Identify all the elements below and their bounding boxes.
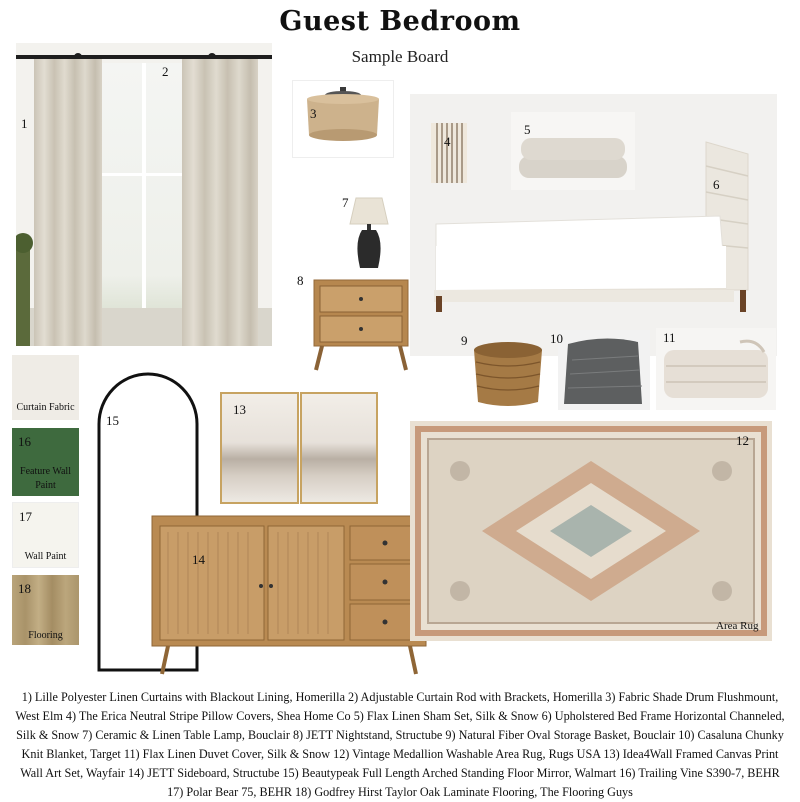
curtain-fabric-label: Curtain Fabric [16, 402, 75, 413]
item-number-3: 3 [310, 106, 317, 121]
item-number-1: 1 [21, 116, 28, 131]
area-rug-label: Area Rug [716, 620, 759, 632]
item-number-4: 4 [444, 134, 451, 149]
item-number-14: 14 [192, 552, 205, 567]
item-number-8: 8 [297, 273, 304, 288]
sources-caption: 1) Lille Polyester Linen Curtains with Blackout Lining, Homerilla 2) Adjustable Curtain Rod with Brackets, Homerilla 3) Fabric Shade Drum Flushmount, West Elm 4) The Erica Neutral Stripe Pillow Covers, Shea Home Co 5) Flax Linen Sham Set, Silk & Snow 6) Upholstered Bed Frame Horizontal Channeled, Silk & Snow 7) Ceramic & Linen Table Lamp, Bouclair 8) JETT Nightstand, Structube 9) Natural Fiber Oval Storage Basket, Bouclair 10) Casaluna Chunky Knit Blanket, Target 11) Flax Linen Duvet Cover, Silk & Snow 12) Vintage Medallion Washable Area Rug, Rugs USA 13) Idea4Wall Framed Canvas Print Wall Art Set, Wayfair 14) JETT Sideboard, Structube 15) Beautypeak Full Length Arched Standing Floor Mirror, Walmart 16) Trailing Vine S390-7, BEHR 17) Polar Bear 75, BEHR 18) Godfrey Hirst Taylor Oak Laminate Flooring, The Flooring Guys [15, 690, 785, 799]
blanket-image [558, 330, 650, 410]
flooring-swatch [12, 575, 79, 645]
flooring-number: 18 [18, 581, 31, 596]
pillow-image [431, 123, 467, 183]
wall-paint-number: 17 [19, 509, 32, 524]
wall-paint-label: Wall Paint [24, 551, 67, 562]
item-number-2: 2 [162, 64, 169, 79]
drum-light-image [292, 80, 394, 158]
item-number-6: 6 [713, 177, 720, 192]
item-number-9: 9 [461, 333, 468, 348]
feature-wall-number: 16 [18, 434, 31, 449]
item-number-15: 15 [106, 413, 119, 428]
item-number-7: 7 [342, 195, 349, 210]
board-title: Guest Bedroom [279, 6, 521, 37]
item-number-11: 11 [663, 330, 676, 345]
curtain-fabric-swatch [12, 355, 79, 420]
flooring-label: Flooring [28, 630, 63, 641]
item-number-5: 5 [524, 122, 531, 137]
item-number-12: 12 [736, 433, 749, 448]
feature-wall-label-2: Paint [35, 480, 56, 491]
curtains-image [16, 43, 272, 346]
feature-wall-label-1: Feature Wall [20, 466, 71, 477]
basket-image [468, 330, 548, 410]
nightstand-image [294, 270, 424, 380]
item-number-10: 10 [550, 331, 563, 346]
feature-wall-swatch [12, 428, 79, 496]
wall-paint-swatch [12, 502, 79, 568]
area-rug-image [410, 421, 772, 641]
item-number-13: 13 [233, 402, 246, 417]
sideboard-image [148, 512, 430, 688]
board-subtitle: Sample Board [351, 47, 449, 66]
